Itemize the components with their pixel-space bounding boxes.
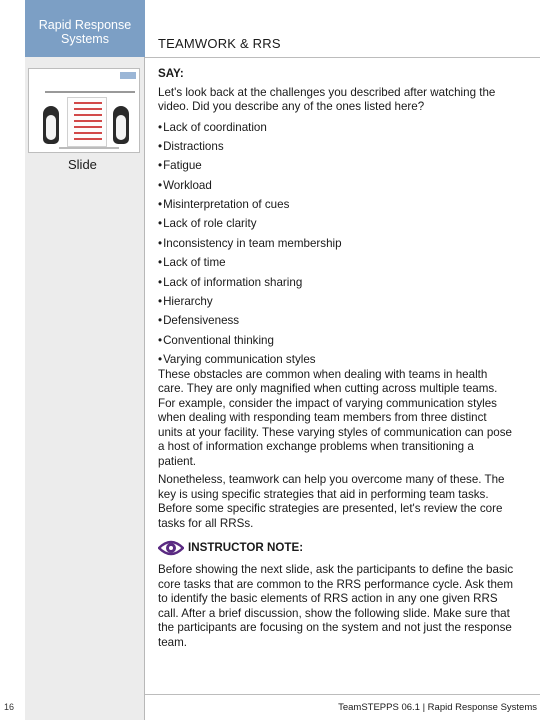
list-item: • Varying communication styles — [158, 353, 514, 372]
list-item: • Lack of role clarity — [158, 217, 514, 236]
eye-icon — [158, 537, 184, 559]
page-title: TEAMWORK & RRS — [158, 36, 281, 51]
say-label: SAY: — [158, 67, 184, 80]
footer-text: TeamSTEPPS 06.1 | Rapid Response Systems — [338, 702, 537, 713]
list-item: • Lack of information sharing — [158, 276, 514, 295]
footer-rule — [145, 694, 540, 695]
list-item: • Fatigue — [158, 159, 514, 178]
thumbnail-footer-line — [59, 147, 119, 149]
instructor-note-label: INSTRUCTOR NOTE: — [188, 540, 304, 554]
challenges-list — [158, 121, 514, 373]
list-item: • Hierarchy — [158, 295, 514, 314]
column-divider — [144, 0, 145, 720]
list-item: • Misinterpretation of cues — [158, 198, 514, 217]
list-item: • Conventional thinking — [158, 334, 514, 353]
list-item: • Defensiveness — [158, 314, 514, 333]
thumbnail-header-bar — [120, 72, 136, 79]
instructor-note-heading — [158, 537, 514, 559]
list-item: • Distractions — [158, 140, 514, 159]
slide-label: Slide — [68, 157, 97, 172]
main-content — [158, 67, 514, 654]
penguin-right-image — [113, 106, 129, 144]
list-item: • Lack of coordination — [158, 121, 514, 140]
header-rule — [145, 57, 540, 58]
intro-paragraph: Let's look back at the challenges you described after watching the video. Did you describe any of the ones listed here? — [158, 85, 496, 113]
obstacles-paragraph: These obstacles are common when dealing with teams in health care. They are only magnified when cutting across multiple teams. For example, consider the impact of varying communication styles when dealing with responding team members from three distinct units at your facility. These varying styles of communication can pose a host of information exchange problems when transitioning a patient. — [158, 367, 512, 468]
page-number: 16 — [4, 702, 15, 712]
slide-thumbnail — [28, 68, 140, 153]
section-tab-line2: Systems — [61, 32, 109, 46]
list-item: • Lack of time — [158, 256, 514, 275]
list-item: • Inconsistency in team membership — [158, 237, 514, 256]
thumbnail-list-box — [67, 97, 107, 147]
section-tab-line1: Rapid Response — [38, 18, 132, 32]
teamwork-paragraph: Nonetheless, teamwork can help you overcome many of these. The key is using specific strategies that aid in performing team tasks. Before some specific strategies are presented, let's review the core tasks for all RRSs. — [158, 473, 505, 530]
thumbnail-subtitle-line — [45, 91, 135, 93]
instructor-note-text: Before showing the next slide, ask the participants to define the basic core tasks that are common to the RRS performance cycle. Ask them to identify the basic elements of RRS action in any one given RRS call. After a brief discussion, show the following slide. Make sure that the participants are focusing on the system and not just the response team. — [158, 563, 514, 649]
list-item: • Workload — [158, 179, 514, 198]
section-tab — [25, 0, 145, 57]
penguin-left-image — [43, 106, 59, 144]
